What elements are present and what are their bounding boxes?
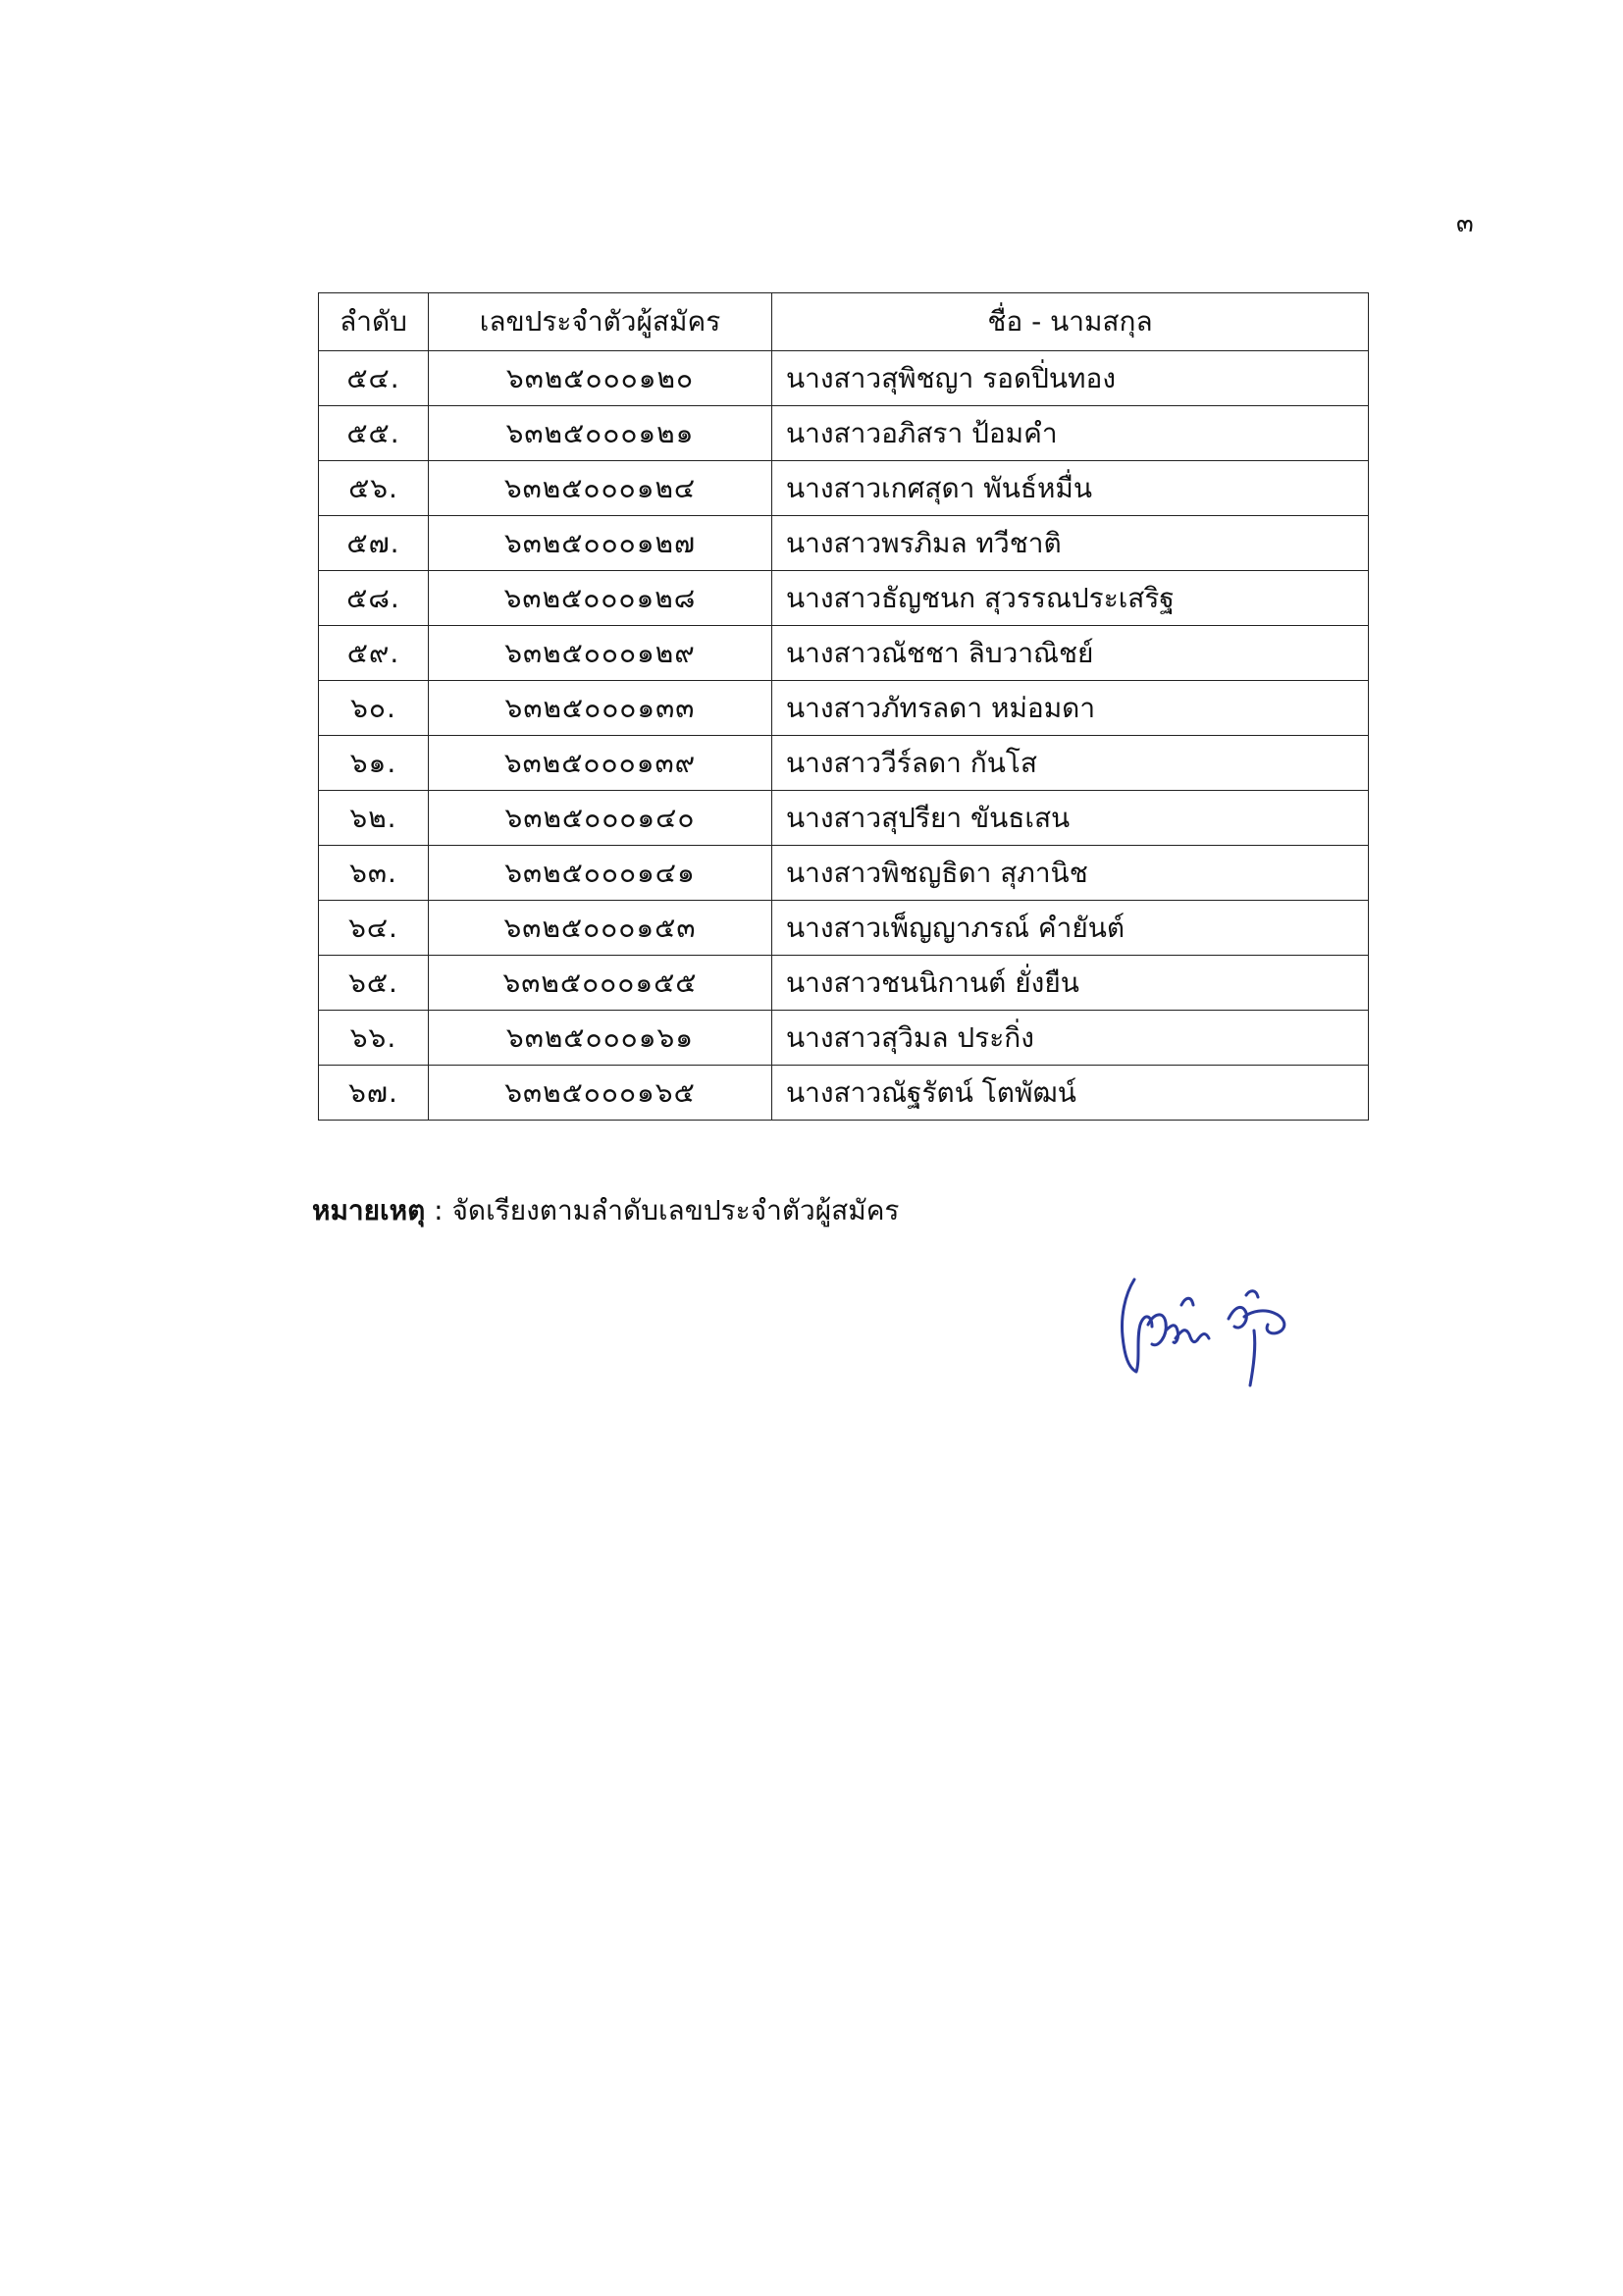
row-order: ๖๕. xyxy=(319,956,429,1011)
row-order: ๖๐. xyxy=(319,681,429,736)
table-header-row xyxy=(319,293,1369,351)
row-name: นางสาวเพ็ญญาภรณ์ คำยันต์ xyxy=(772,901,1369,956)
row-name: นางสาวภัทรลดา หม่อมดา xyxy=(772,681,1369,736)
column-header-applicant-id: เลขประจำตัวผู้สมัคร xyxy=(429,293,772,351)
column-header-name: ชื่อ - นามสกุล xyxy=(772,293,1369,351)
signature-stroke xyxy=(1250,1331,1255,1385)
row-order: ๕๗. xyxy=(319,516,429,571)
row-order: ๖๒. xyxy=(319,791,429,846)
row-applicant-id: ๖๓๒๕๐๐๐๑๖๑ xyxy=(429,1011,772,1066)
row-name: นางสาวชนนิกานต์ ยั่งยืน xyxy=(772,956,1369,1011)
row-applicant-id: ๖๓๒๕๐๐๐๑๔๐ xyxy=(429,791,772,846)
signature-stroke xyxy=(1246,1291,1258,1297)
row-name: นางสาวสุปรียา ขันธเสน xyxy=(772,791,1369,846)
signature xyxy=(1107,1266,1313,1403)
column-header-order: ลำดับ xyxy=(319,293,429,351)
row-applicant-id: ๖๓๒๕๐๐๐๑๒๗ xyxy=(429,516,772,571)
row-applicant-id: ๖๓๒๕๐๐๐๑๒๑ xyxy=(429,406,772,461)
row-order: ๕๖. xyxy=(319,461,429,516)
table-row xyxy=(319,901,1369,956)
table-row xyxy=(319,846,1369,901)
row-order: ๖๓. xyxy=(319,846,429,901)
row-order: ๖๑. xyxy=(319,736,429,791)
table-row xyxy=(319,571,1369,626)
row-order: ๕๙. xyxy=(319,626,429,681)
row-applicant-id: ๖๓๒๕๐๐๐๑๔๑ xyxy=(429,846,772,901)
footnote-text: จัดเรียงตามลำดับเลขประจำตัวผู้สมัคร xyxy=(451,1194,900,1226)
table-body xyxy=(319,351,1369,1121)
row-name: นางสาวพรภิมล ทวีชาติ xyxy=(772,516,1369,571)
row-applicant-id: ๖๓๒๕๐๐๐๑๓๓ xyxy=(429,681,772,736)
footnote xyxy=(312,1191,899,1230)
row-name: นางสาวณัชชา ลิบวาณิชย์ xyxy=(772,626,1369,681)
row-order: ๕๔. xyxy=(319,351,429,406)
row-name: นางสาวธัญชนก สุวรรณประเสริฐ xyxy=(772,571,1369,626)
row-order: ๖๖. xyxy=(319,1011,429,1066)
signature-stroke xyxy=(1176,1331,1209,1342)
table-row xyxy=(319,626,1369,681)
footnote-separator: : xyxy=(425,1194,452,1226)
table-row xyxy=(319,791,1369,846)
table-row xyxy=(319,956,1369,1011)
row-applicant-id: ๖๓๒๕๐๐๐๑๖๕ xyxy=(429,1066,772,1121)
row-name: นางสาวเกศสุดา พันธ์หมื่น xyxy=(772,461,1369,516)
row-name: นางสาววีร์ลดา กันโส xyxy=(772,736,1369,791)
row-applicant-id: ๖๓๒๕๐๐๐๑๒๔ xyxy=(429,461,772,516)
signature-stroke xyxy=(1181,1298,1193,1305)
row-applicant-id: ๖๓๒๕๐๐๐๑๕๕ xyxy=(429,956,772,1011)
row-order: ๖๔. xyxy=(319,901,429,956)
page-number: ๓ xyxy=(1456,209,1474,238)
table-row xyxy=(319,516,1369,571)
row-name: นางสาวพิชญธิดา สุภานิช xyxy=(772,846,1369,901)
table-row xyxy=(319,406,1369,461)
footnote-label: หมายเหตุ xyxy=(312,1194,426,1226)
row-applicant-id: ๖๓๒๕๐๐๐๑๒๙ xyxy=(429,626,772,681)
table-row xyxy=(319,351,1369,406)
table-row xyxy=(319,1011,1369,1066)
row-applicant-id: ๖๓๒๕๐๐๐๑๒๐ xyxy=(429,351,772,406)
row-applicant-id: ๖๓๒๕๐๐๐๑๓๙ xyxy=(429,736,772,791)
row-applicant-id: ๖๓๒๕๐๐๐๑๕๓ xyxy=(429,901,772,956)
signature-stroke xyxy=(1148,1315,1166,1345)
table-row xyxy=(319,736,1369,791)
row-name: นางสาวณัฐรัตน์ โตพัฒน์ xyxy=(772,1066,1369,1121)
row-name: นางสาวสุพิชญา รอดปิ่นทอง xyxy=(772,351,1369,406)
signature-stroke xyxy=(1166,1326,1178,1343)
row-name: นางสาวอภิสรา ป้อมคำ xyxy=(772,406,1369,461)
applicant-table xyxy=(318,292,1369,1121)
row-applicant-id: ๖๓๒๕๐๐๐๑๒๘ xyxy=(429,571,772,626)
table-row xyxy=(319,681,1369,736)
table-row xyxy=(319,1066,1369,1121)
row-order: ๕๘. xyxy=(319,571,429,626)
row-name: นางสาวสุวิมล ประกิ่ง xyxy=(772,1011,1369,1066)
signature-stroke xyxy=(1244,1311,1284,1333)
row-order: ๖๗. xyxy=(319,1066,429,1121)
row-order: ๕๕. xyxy=(319,406,429,461)
table-row xyxy=(319,461,1369,516)
